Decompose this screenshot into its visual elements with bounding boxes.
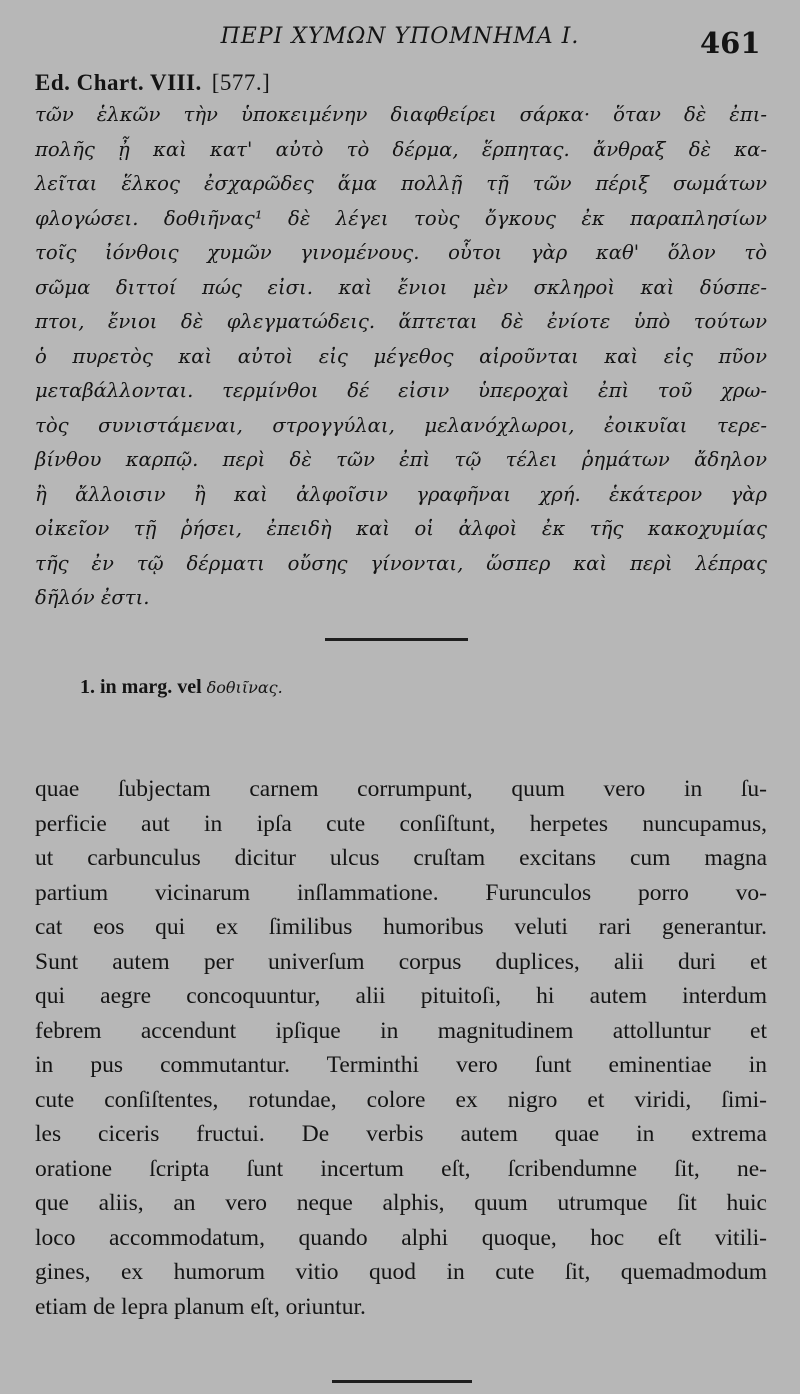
latin-line: Sunt autem per univerſum corpus duplices, alii duri et bbox=[35, 948, 767, 975]
greek-line: οἰκεῖον τῇ ῥήσει, ἐπειδὴ καὶ οἱ ἀλφοὶ ἐκ τῆς κακοχυμίας bbox=[35, 517, 767, 540]
latin-line: que aliis, an vero neque alphis, quum utrumque ſit huic bbox=[35, 1190, 767, 1216]
greek-line: σῶμα διττοί πώς εἰσι. καὶ ἔνιοι μὲν σκληροὶ καὶ δύσπε- bbox=[35, 275, 767, 299]
latin-line: ut carbunculus dicitur ulcus cruſtam excitans cum magna bbox=[35, 845, 767, 871]
latin-line: loco accommodatum, quando alphi quoque, hoc eſt vitili- bbox=[35, 1224, 767, 1251]
greek-line: πολῆς ᾖ καὶ κατ' αὐτὸ τὸ δέρμα, ἕρπητας. ἄνθραξ δὲ κα- bbox=[35, 137, 767, 161]
latin-line: etiam de lepra planum eſt, oriuntur. bbox=[35, 1293, 366, 1320]
greek-line: βίνθου καρπῷ. περὶ δὲ τῶν ἐπὶ τῷ τέλει ῥημάτων ἄδηλον bbox=[35, 448, 767, 471]
footnote-greek-word: δοθιῖνας. bbox=[206, 678, 283, 697]
greek-line: τῶν ἑλκῶν τὴν ὑποκειμένην διαφθείρει σάρκα· ὅταν δὲ ἐπι- bbox=[35, 103, 767, 126]
section-divider bbox=[325, 638, 468, 641]
greek-line: πτοι, ἔνιοι δὲ φλεγματώδεις. ἅπτεται δὲ ἐνίοτε ὑπὸ τούτων bbox=[35, 310, 767, 333]
greek-line: λεῖται ἕλκος ἐσχαρῶδες ἅμα πολλῇ τῇ τῶν πέριξ σωμάτων bbox=[35, 172, 767, 195]
latin-line: quae ſubjectam carnem corrumpunt, quum vero in ſu- bbox=[35, 776, 767, 802]
latin-line: partium vicinarum inſlammatione. Furunculos porro vo- bbox=[35, 879, 767, 906]
latin-line: febrem accendunt ipſique in magnitudinem attolluntur et bbox=[35, 1017, 767, 1044]
greek-line: τὸς συνιστάμεναι, στρογγύλαι, μελανόχλωροι, ἐοικυῖαι τερε- bbox=[35, 413, 767, 437]
latin-line: gines, ex humorum vitio quod in cute ſit, quemadmodum bbox=[35, 1259, 767, 1285]
latin-line: qui aegre concoquuntur, alii pituitoſi, hi autem interdum bbox=[35, 983, 767, 1009]
bottom-divider bbox=[332, 1380, 472, 1383]
latin-line: oratione ſcripta ſunt incertum eſt, ſcribendumne ſit, ne- bbox=[35, 1155, 767, 1182]
latin-line: perficie aut in ipſa cute conſiſtunt, herpetes nuncupamus, bbox=[35, 810, 767, 837]
edition-reference bbox=[35, 70, 270, 96]
latin-text-block bbox=[35, 772, 767, 1324]
latin-line: cute conſiſtentes, rotundae, colore ex nigro et viridi, ſimi- bbox=[35, 1086, 767, 1113]
footnote-text: in marg. vel bbox=[100, 676, 202, 698]
greek-line: ἢ ἄλλοισιν ἢ καὶ ἀλφοῖσιν γραφῆναι χρή. ἑκάτερον γὰρ bbox=[35, 482, 767, 506]
greek-text-block bbox=[35, 98, 767, 616]
latin-line: cat eos qui ex ſimilibus humoribus veluti rari generantur. bbox=[35, 914, 767, 940]
latin-line: les ciceris fructui. De verbis autem quae in extrema bbox=[35, 1121, 767, 1147]
edition-page-bracket: [577.] bbox=[211, 70, 271, 95]
greek-line: τοῖς ἰόνθοις χυμῶν γινομένους. οὗτοι γὰρ καθ' ὅλον τὸ bbox=[35, 241, 767, 264]
greek-line: μεταβάλλονται. τερμίνθοι δέ εἰσιν ὑπεροχαὶ ἐπὶ τοῦ χρω- bbox=[35, 379, 767, 402]
edition-label: Ed. Chart. VIII. bbox=[35, 70, 202, 95]
running-header: ΠΕΡΙ ΧΥΜΩΝ ΥΠΟΜΝΗΜΑ Ι. bbox=[220, 24, 580, 49]
footnote-number: 1. bbox=[80, 676, 95, 698]
greek-line: φλογώσει. δοθιῆνας¹ δὲ λέγει τοὺς ὄγκους ἐκ παραπλησίων bbox=[35, 206, 767, 230]
latin-line: in pus commutantur. Terminthi vero ſunt eminentiae in bbox=[35, 1052, 767, 1078]
greek-line: τῆς ἐν τῷ δέρματι οὔσης γίνονται, ὥσπερ καὶ περὶ λέπρας bbox=[35, 551, 767, 575]
greek-line: ὁ πυρετὸς καὶ αὐτοὶ εἰς μέγεθος αἱροῦνται καὶ εἰς πῦον bbox=[35, 344, 767, 368]
footnote bbox=[80, 676, 283, 699]
page-number: 461 bbox=[700, 26, 761, 60]
greek-line: δῆλόν ἐστι. bbox=[35, 586, 150, 609]
